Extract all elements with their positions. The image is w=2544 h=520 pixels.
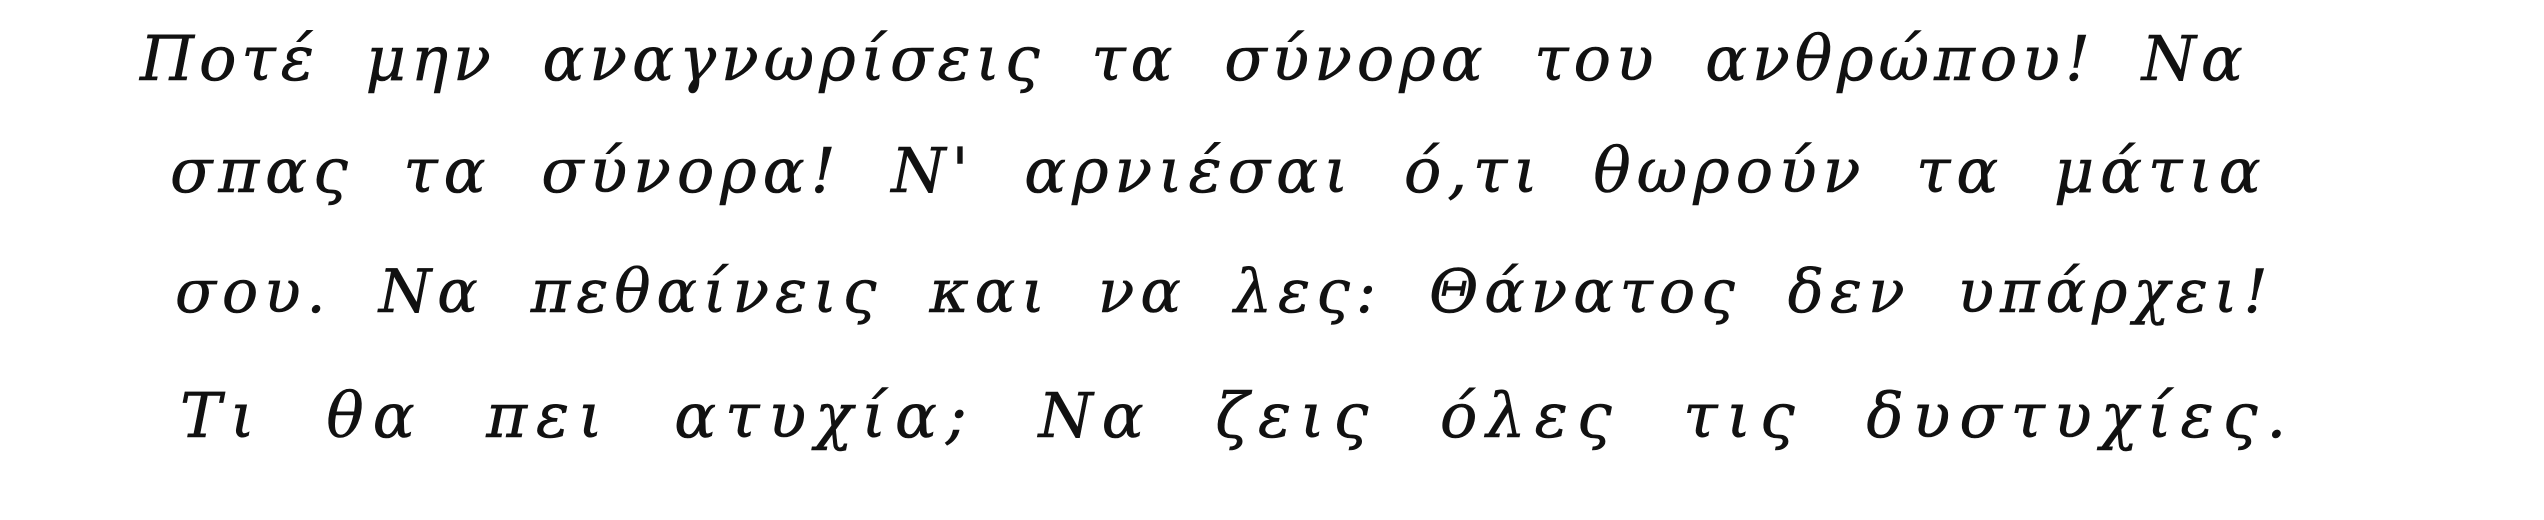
handwritten-line-4: Τι θα πει ατυχία; Να ζεις όλες τις δυστυχίες.: [180, 379, 2296, 452]
handwritten-line-3: σου. Να πεθαίνεις και να λες: Θάνατος δεν υπάρχει!: [175, 257, 2274, 327]
handwritten-line-1: Ποτέ μην αναγνωρίσεις τα σύνορα του ανθρώπου! Να: [140, 22, 2248, 95]
handwritten-line-2: σπας τα σύνορα! Ν' αρνιέσαι ό,τι θωρούν τα μάτια: [170, 134, 2267, 207]
